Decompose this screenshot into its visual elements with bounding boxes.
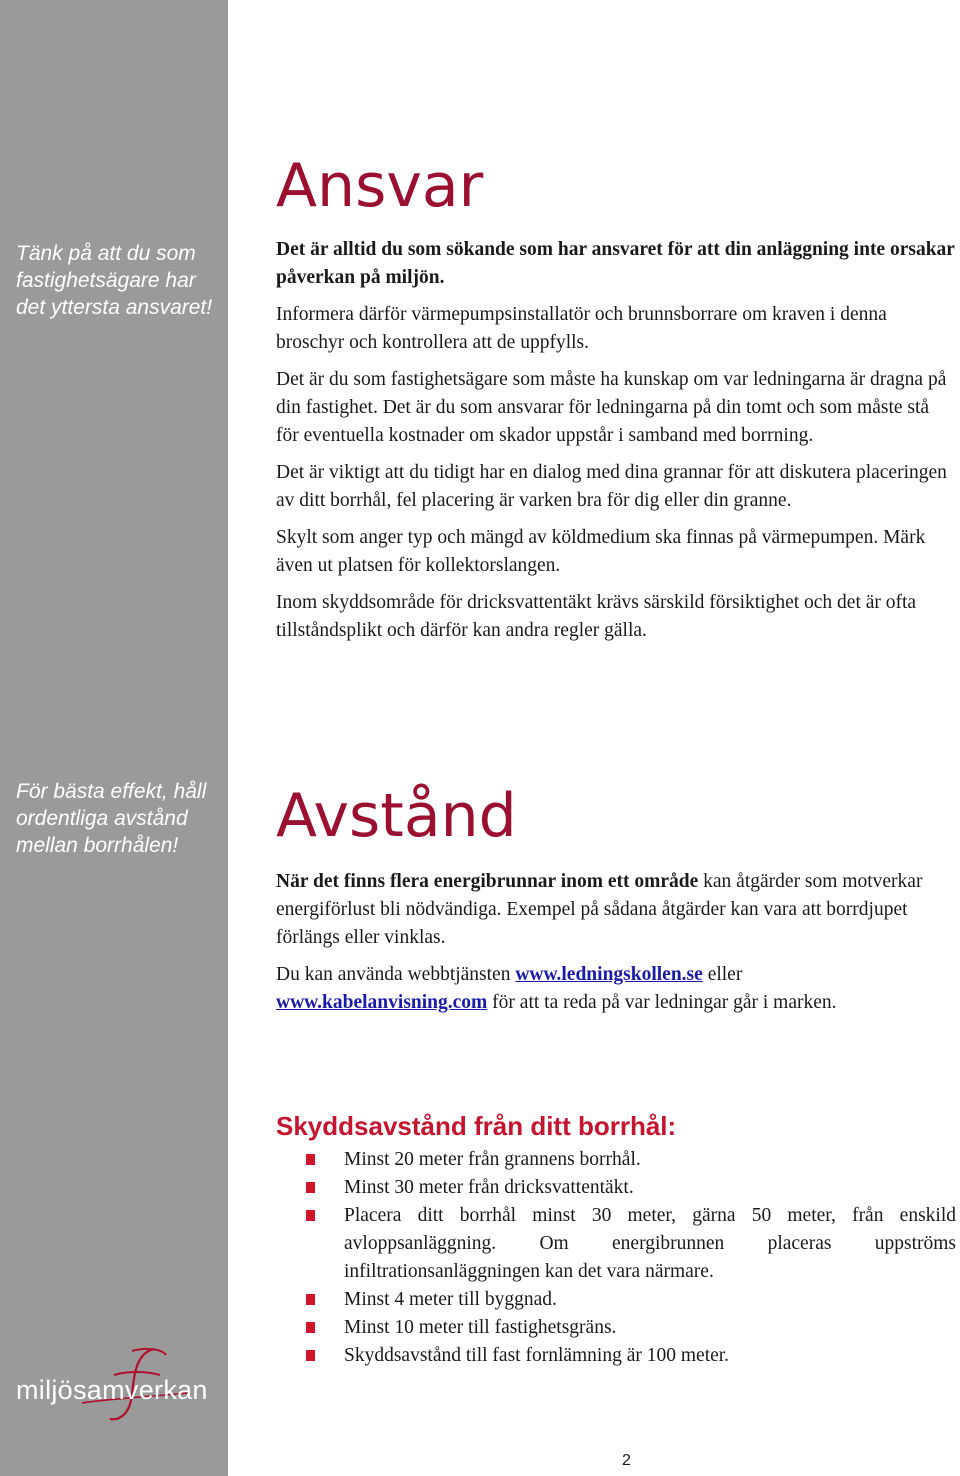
sidebar (0, 0, 228, 1476)
heading-protection-distances: Skyddsavstånd från ditt borrhål: (276, 1111, 677, 1141)
list-item (276, 1202, 956, 1286)
list-item (276, 1174, 956, 1202)
bullet-square-icon (306, 1154, 315, 1165)
bullet-square-icon (306, 1322, 315, 1333)
section-protection-list (276, 1146, 956, 1370)
web-services-text-mid: eller (702, 964, 743, 985)
paragraph-sign: Skylt som anger typ och mängd av köldmedium ska finnas på värmepumpen. Märk även ut platsen för kollektorslangen. (276, 527, 926, 576)
list-item (276, 1342, 956, 1370)
heading-ansvar: Ansvar (276, 151, 484, 221)
paragraph-neighbours: Det är viktigt att du tidigt har en dialog med dina grannar för att diskutera placeringen av ditt borrhål, fel placering är varken bra för dig eller din granne. (276, 462, 947, 511)
list-item-text: Placera ditt borrhål minst 30 meter, gärna 50 meter, från enskild avloppsanläggning. Om energibrunnen placeras uppströms infiltrationsanläggningen kan det vara närmare. (344, 1205, 956, 1282)
sidebar-note-distance: För bästa effekt, håll ordentliga avstånd mellan borrhålen! (16, 780, 207, 857)
list-item-text: Minst 4 meter till byggnad. (344, 1289, 557, 1310)
heading-avstand: Avstånd (276, 781, 517, 851)
list-item (276, 1286, 956, 1314)
bullet-square-icon (306, 1294, 315, 1305)
list-item-text: Minst 30 meter från dricksvattentäkt. (344, 1177, 634, 1198)
bullet-square-icon (306, 1182, 315, 1193)
bullet-square-icon (306, 1350, 315, 1361)
bullet-square-icon (306, 1210, 315, 1221)
paragraph-energy-wells-rest: kan åtgärder som motverkar energiförlust bli nödvändiga. Exempel på sådana åtgärder kan vara att borrdjupet förlängs eller vinklas. (276, 871, 923, 948)
web-services-text-post: för att ta reda på var ledningar går i marken. (487, 992, 837, 1013)
paragraph-inform: Informera därför värmepumpsinstallatör och brunnsborrare om kraven i denna broschyr och kontrollera att de uppfylls. (276, 304, 887, 353)
paragraph-energy-wells-bold: När det finns flera energibrunnar inom ett område (276, 871, 699, 892)
paragraph-web-services (276, 961, 956, 1017)
logo-text: miljösamverkan (16, 1375, 208, 1405)
list-item-text: Minst 20 meter från grannens borrhål. (344, 1149, 641, 1170)
list-item (276, 1314, 956, 1342)
paragraph-owner-knowledge: Det är du som fastighetsägare som måste ha kunskap om var ledningarna är dragna på din fastighet. Det är du som ansvarar för ledningarna på din tomt och som måste stå för eventuella kostnader om skador uppstår i samband med borrning. (276, 369, 947, 446)
paragraph-responsibility: Det är alltid du som sökande som har ansvaret för att din anläggning inte orsakar påverkan på miljön. (276, 239, 955, 288)
protection-distance-list (276, 1146, 956, 1370)
section-avstand-body (276, 868, 956, 1026)
link-ledningskollen[interactable]: www.ledningskollen.se (515, 964, 703, 985)
list-item (276, 1146, 956, 1174)
miljosamverkan-logo (16, 1345, 216, 1425)
web-services-text-pre: Du kan använda webbtjänsten (276, 964, 516, 985)
section-ansvar-body (276, 236, 956, 654)
paragraph-energy-wells (276, 868, 956, 952)
sidebar-note-responsibility: Tänk på att du som fastighetsägare har det yttersta ansvaret! (16, 242, 213, 319)
page-number: 2 (622, 1452, 631, 1469)
link-kabelanvisning[interactable]: www.kabelanvisning.com (276, 992, 488, 1013)
list-item-text: Skyddsavstånd till fast fornlämning är 100 meter. (344, 1345, 730, 1366)
paragraph-protection-area: Inom skyddsområde för dricksvattentäkt krävs särskild försiktighet och det är ofta tillståndsplikt och därför kan andra regler gälla. (276, 592, 917, 641)
list-item-text: Minst 10 meter till fastighetsgräns. (344, 1317, 617, 1338)
